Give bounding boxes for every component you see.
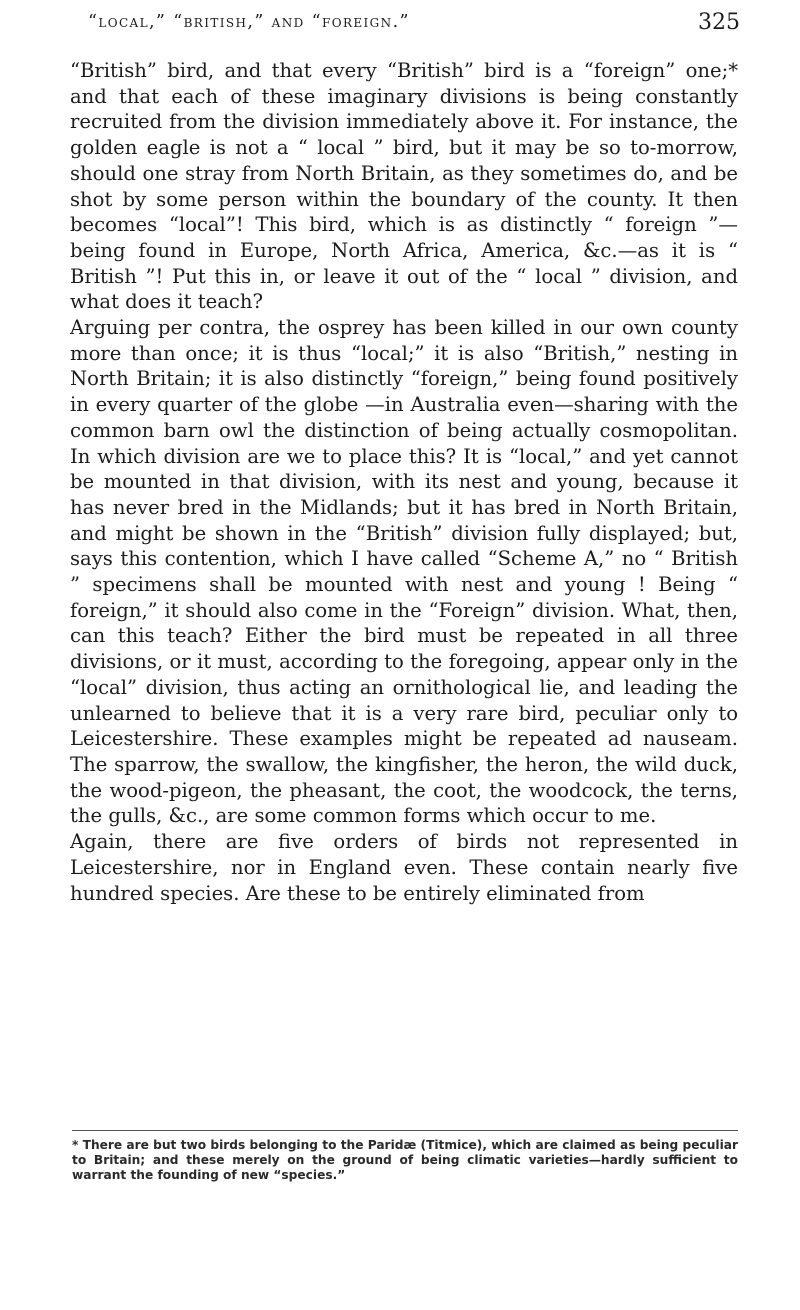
paragraph: “British” bird, and that every “British” bird is a “foreign” one;* and that each of these imaginary divisions is being constantly recruited from the division immediately above it. For instance, the golden eagle is not a “ local ” bird, but it may be so to-morrow, should one stray from North Britain, as they sometimes do, and be shot by some person within the boundary of the county. It then becomes “local”! This bird, which is as distinctly “ foreign ”—being found in Europe, North Africa, America, &c.—as it is “ British ”! Put this in, or leave it out of the “ local ” division, and what does it teach? (70, 59, 738, 314)
footnote-text: * There are but two birds belonging to the Paridæ (Titmice), which are claimed as being peculiar to Britain; and these merely on the ground of being climatic varieties—hardly sufficient to warrant the founding of new “species.” (72, 1138, 738, 1182)
footnote-divider (72, 1130, 738, 1131)
running-header (0, 6, 800, 46)
paragraph: Again, there are five orders of birds not represented in Leicestershire, nor in England even. These contain nearly five hundred species. Are these to be entirely eliminated from (70, 830, 738, 905)
paragraph: Arguing per contra, the osprey has been killed in our own county more than once; it is thus “local;” it is also “British,” nesting in North Britain; it is also distinctly “foreign,” being found positively in every quarter of the globe —in Australia even—sharing with the common barn owl the distinction of being actually cosmopolitan. In which division are we to place this? It is “local,” and yet cannot be mounted in that division, with its nest and young, because it has never bred in the Midlands; but it has bred in North Britain, and might be shown in the “British” division fully displayed; but, says this contention, which I have called “Scheme A,” no “ British ” specimens shall be mounted with nest and young ! Being “ foreign,” it should also come in the “Foreign” division. What, then, can this teach? Either the bird must be repeated in all three divisions, or it must, according to the foregoing, appear only in the “local” division, thus acting an ornithological lie, and leading the unlearned to believe that it is a very rare bird, peculiar only to Leicestershire. These examples might be repeated ad nauseam. The sparrow, the swallow, the kingfisher, the heron, the wild duck, the wood-pigeon, the pheasant, the coot, the woodcock, the terns, the gulls, &c., are some common forms which occur to me. (70, 316, 738, 828)
running-title: “local,” “british,” and “foreign.” (88, 12, 410, 32)
body-text (70, 58, 738, 906)
footnote (72, 1138, 738, 1183)
page-number: 325 (698, 10, 740, 35)
